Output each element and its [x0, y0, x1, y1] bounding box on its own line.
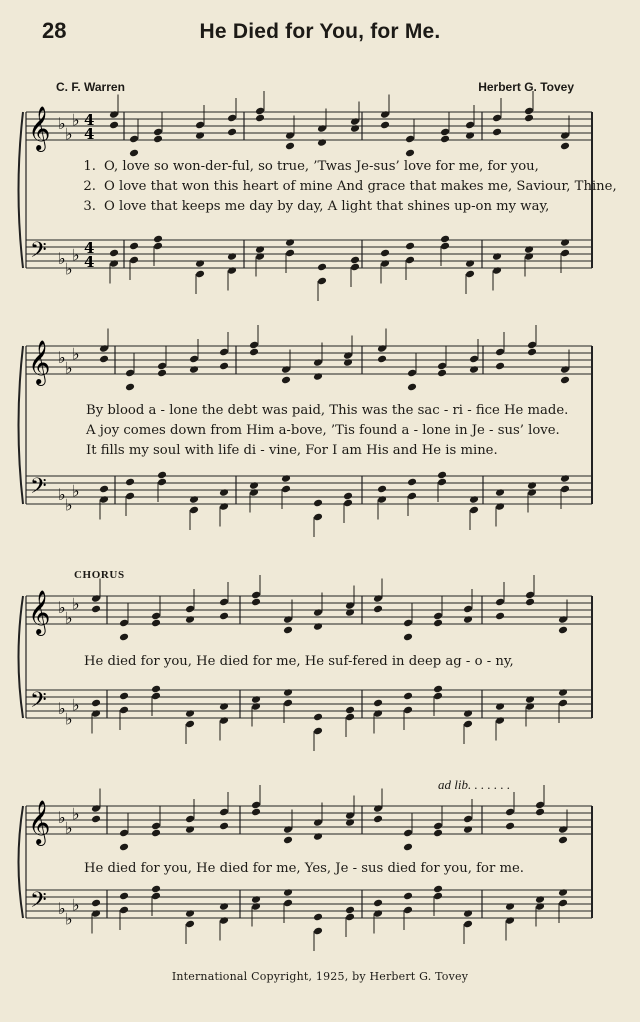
page-number: 28: [42, 18, 67, 43]
key-signature-flats: [58, 111, 80, 144]
bass-clef: 𝄢: [30, 474, 47, 504]
svg-text:♭: ♭: [72, 895, 80, 915]
svg-text:♭: ♭: [58, 808, 66, 827]
svg-text:♭: ♭: [65, 358, 73, 378]
verse-line-1: 1. O, love so won-der-ful, so true, ’Twas Je-sus’ love for me, for you,: [83, 159, 539, 174]
svg-text:♭: ♭: [72, 695, 80, 715]
treble-staff: [26, 596, 592, 624]
svg-text:♭: ♭: [58, 699, 66, 718]
note-heads: [91, 785, 568, 851]
time-signature: [84, 111, 94, 143]
bass-staff: [26, 476, 592, 504]
bass-clef: 𝄢: [30, 688, 47, 718]
svg-text:♭: ♭: [72, 804, 80, 824]
note-heads: [99, 325, 570, 391]
key-signature-flats: [58, 805, 80, 838]
svg-text:4: 4: [84, 253, 95, 271]
svg-text:♭: ♭: [72, 245, 80, 265]
verse2-line-3: It fills my soul with life di - vine, For I am His and He is mine.: [86, 443, 498, 458]
svg-text:♭: ♭: [65, 818, 73, 838]
key-signature-flats: [58, 896, 80, 929]
svg-text:♭: ♭: [65, 608, 73, 628]
svg-text:♭: ♭: [72, 344, 80, 364]
svg-text:♭: ♭: [65, 124, 73, 144]
key-signature-flats: [58, 595, 80, 628]
svg-text:♭: ♭: [65, 495, 73, 515]
svg-text:♭: ♭: [58, 249, 66, 268]
composer-right: Herbert G. Tovey: [478, 80, 574, 94]
svg-text:♭: ♭: [65, 709, 73, 729]
music-system-3: [0, 585, 640, 755]
svg-text:4: 4: [84, 111, 95, 129]
bass-staff: [26, 690, 592, 718]
verse2-line-2: A joy comes down from Him a-bove, ’Tis found a - lone in Je - sus’ love.: [86, 423, 560, 438]
treble-staff: [26, 346, 592, 374]
note-heads: [109, 91, 570, 157]
chorus-label: CHORUS: [74, 569, 125, 581]
composer-left: C. F. Warren: [56, 80, 125, 94]
key-signature-flats: [58, 246, 80, 279]
key-signature-flats: [58, 482, 80, 515]
copyright-notice: International Copyright, 1925, by Herbert G. Tovey: [171, 970, 469, 983]
chorus-lyric-2: He died for you, He died for me, Yes, Je - sus died for you, for me.: [84, 861, 524, 876]
svg-text:♭: ♭: [58, 485, 66, 504]
treble-clef: 𝄞: [28, 106, 51, 150]
bass-clef: 𝄢: [30, 238, 47, 268]
svg-text:♭: ♭: [72, 594, 80, 614]
verse2-line-1: By blood a - lone the debt was paid, This was the sac - ri - fice He made.: [86, 403, 569, 418]
treble-clef: 𝄞: [28, 340, 51, 384]
svg-text:♭: ♭: [58, 899, 66, 918]
ad-lib-marking: ad lib. . . . . . .: [438, 777, 511, 792]
treble-clef: 𝄞: [28, 800, 51, 844]
treble-clef: 𝄞: [28, 590, 51, 634]
bass-staff: [26, 890, 592, 918]
time-signature: [84, 239, 94, 271]
svg-text:♭: ♭: [58, 114, 66, 133]
svg-text:4: 4: [84, 239, 95, 257]
chorus-lyric-1: He died for you, He died for me, He suf-fered in deep ag - o - ny,: [84, 654, 514, 669]
svg-text:♭: ♭: [65, 909, 73, 929]
svg-text:♭: ♭: [58, 348, 66, 367]
key-signature-flats: [58, 345, 80, 378]
verse-line-2: 2. O love that won this heart of mine And grace that makes me, Saviour, Thine,: [83, 179, 617, 194]
svg-text:4: 4: [84, 125, 95, 143]
treble-staff: [26, 806, 592, 834]
svg-text:♭: ♭: [58, 598, 66, 617]
svg-text:♭: ♭: [72, 481, 80, 501]
key-signature-flats: [58, 696, 80, 729]
bass-clef: 𝄢: [30, 888, 47, 918]
verse-line-3: 3. O love that keeps me day by day, A light that shines up-on my way,: [83, 199, 550, 214]
svg-text:♭: ♭: [72, 110, 80, 130]
hymn-title: He Died for You, for Me.: [199, 20, 441, 43]
note-heads: [91, 575, 568, 641]
svg-text:♭: ♭: [65, 259, 73, 279]
